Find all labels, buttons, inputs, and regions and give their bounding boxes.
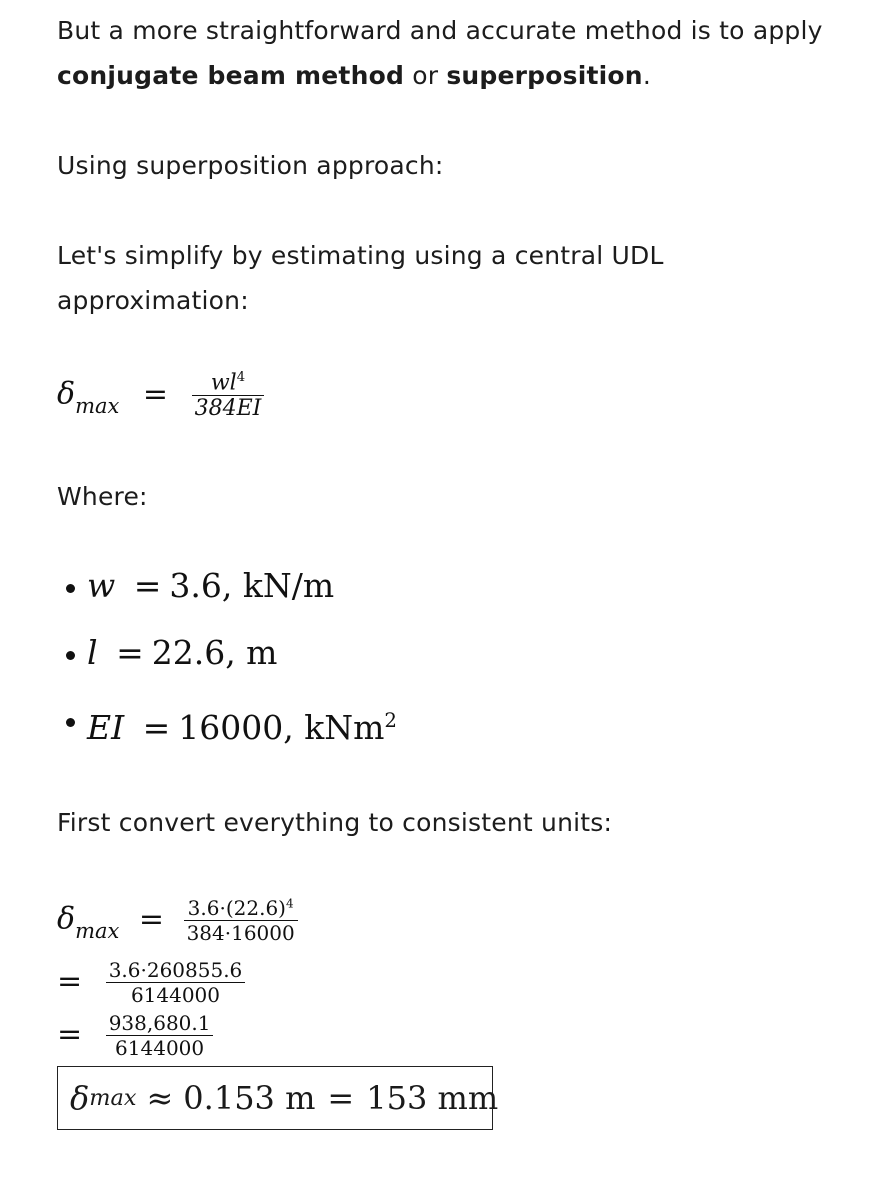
delta-symbol: δ <box>57 376 76 412</box>
denominator-text: 384EI <box>194 396 262 422</box>
intro-connector: or <box>404 61 447 90</box>
max-subscript: max <box>89 1085 137 1111</box>
variable-value: 22.6, m <box>151 633 278 672</box>
superposition-term: superposition <box>446 61 643 90</box>
step1-fraction <box>184 896 298 945</box>
step1-numerator-text: 3.6·(22.6) <box>187 896 286 920</box>
step1-denominator: 384·16000 <box>186 921 295 945</box>
variable-name: l <box>87 633 98 672</box>
deflection-fraction <box>192 370 265 421</box>
step2-numerator: 3.6·260855.6 <box>106 958 246 983</box>
fraction-denominator <box>192 396 265 421</box>
step1-numerator <box>184 896 298 921</box>
result-box <box>57 1066 499 1130</box>
unit-exponent: 2 <box>384 709 397 732</box>
fraction-numerator <box>192 370 265 396</box>
calc-step-2 <box>57 958 245 1007</box>
list-item <box>66 566 334 605</box>
intro-text: But a more straightforward and accurate method is to apply <box>57 16 823 45</box>
equals-sign: = <box>142 708 171 747</box>
max-subscript: max <box>75 394 120 419</box>
result-millimeters: 153 mm <box>366 1079 499 1117</box>
step2-denominator: 6144000 <box>130 983 221 1007</box>
result-meters: 0.153 m <box>183 1079 316 1117</box>
variable-value: 3.6, kN/m <box>169 566 335 605</box>
approx-sign: ≈ <box>146 1079 174 1117</box>
numerator-exponent: 4 <box>236 370 246 385</box>
equals-sign: = <box>57 963 83 999</box>
delta-symbol: δ <box>70 1079 90 1117</box>
variable-name: w <box>87 566 116 605</box>
equals-sign: = <box>116 633 144 672</box>
equals-sign: = <box>142 376 169 412</box>
max-subscript: max <box>75 918 120 943</box>
bullet-dot <box>66 584 75 593</box>
equals-sign: = <box>327 1079 355 1117</box>
intro-period: . <box>642 61 651 90</box>
variable-value: 16000, kNm <box>178 708 385 747</box>
equals-sign: = <box>57 1016 83 1052</box>
calc-step-3 <box>57 1011 213 1060</box>
variable-name: EI <box>87 708 125 747</box>
delta-symbol: δ <box>57 901 76 937</box>
step3-numerator: 938,680.1 <box>106 1011 214 1036</box>
bullet-dot <box>66 651 75 660</box>
deflection-formula <box>57 370 264 421</box>
list-item <box>66 633 277 672</box>
step3-denominator: 6144000 <box>115 1036 205 1060</box>
equals-sign: = <box>133 566 162 605</box>
convert-units-text: First convert everything to consistent units: <box>57 808 613 837</box>
step1-exponent: 4 <box>285 896 294 911</box>
equals-sign: = <box>138 901 165 937</box>
step2-fraction <box>106 958 246 1007</box>
numerator-text: wl <box>210 370 237 396</box>
superposition-heading: Using superposition approach: <box>57 151 444 180</box>
conjugate-beam-term: conjugate beam method <box>57 61 405 90</box>
step3-fraction <box>106 1011 214 1060</box>
bullet-dot <box>66 718 75 727</box>
list-item <box>66 708 397 747</box>
where-label: Where: <box>57 482 148 511</box>
calc-step-1 <box>57 896 298 945</box>
intro-paragraph <box>57 8 857 98</box>
udl-approximation-text: Let's simplify by estimating using a central UDL approximation: <box>57 241 664 315</box>
